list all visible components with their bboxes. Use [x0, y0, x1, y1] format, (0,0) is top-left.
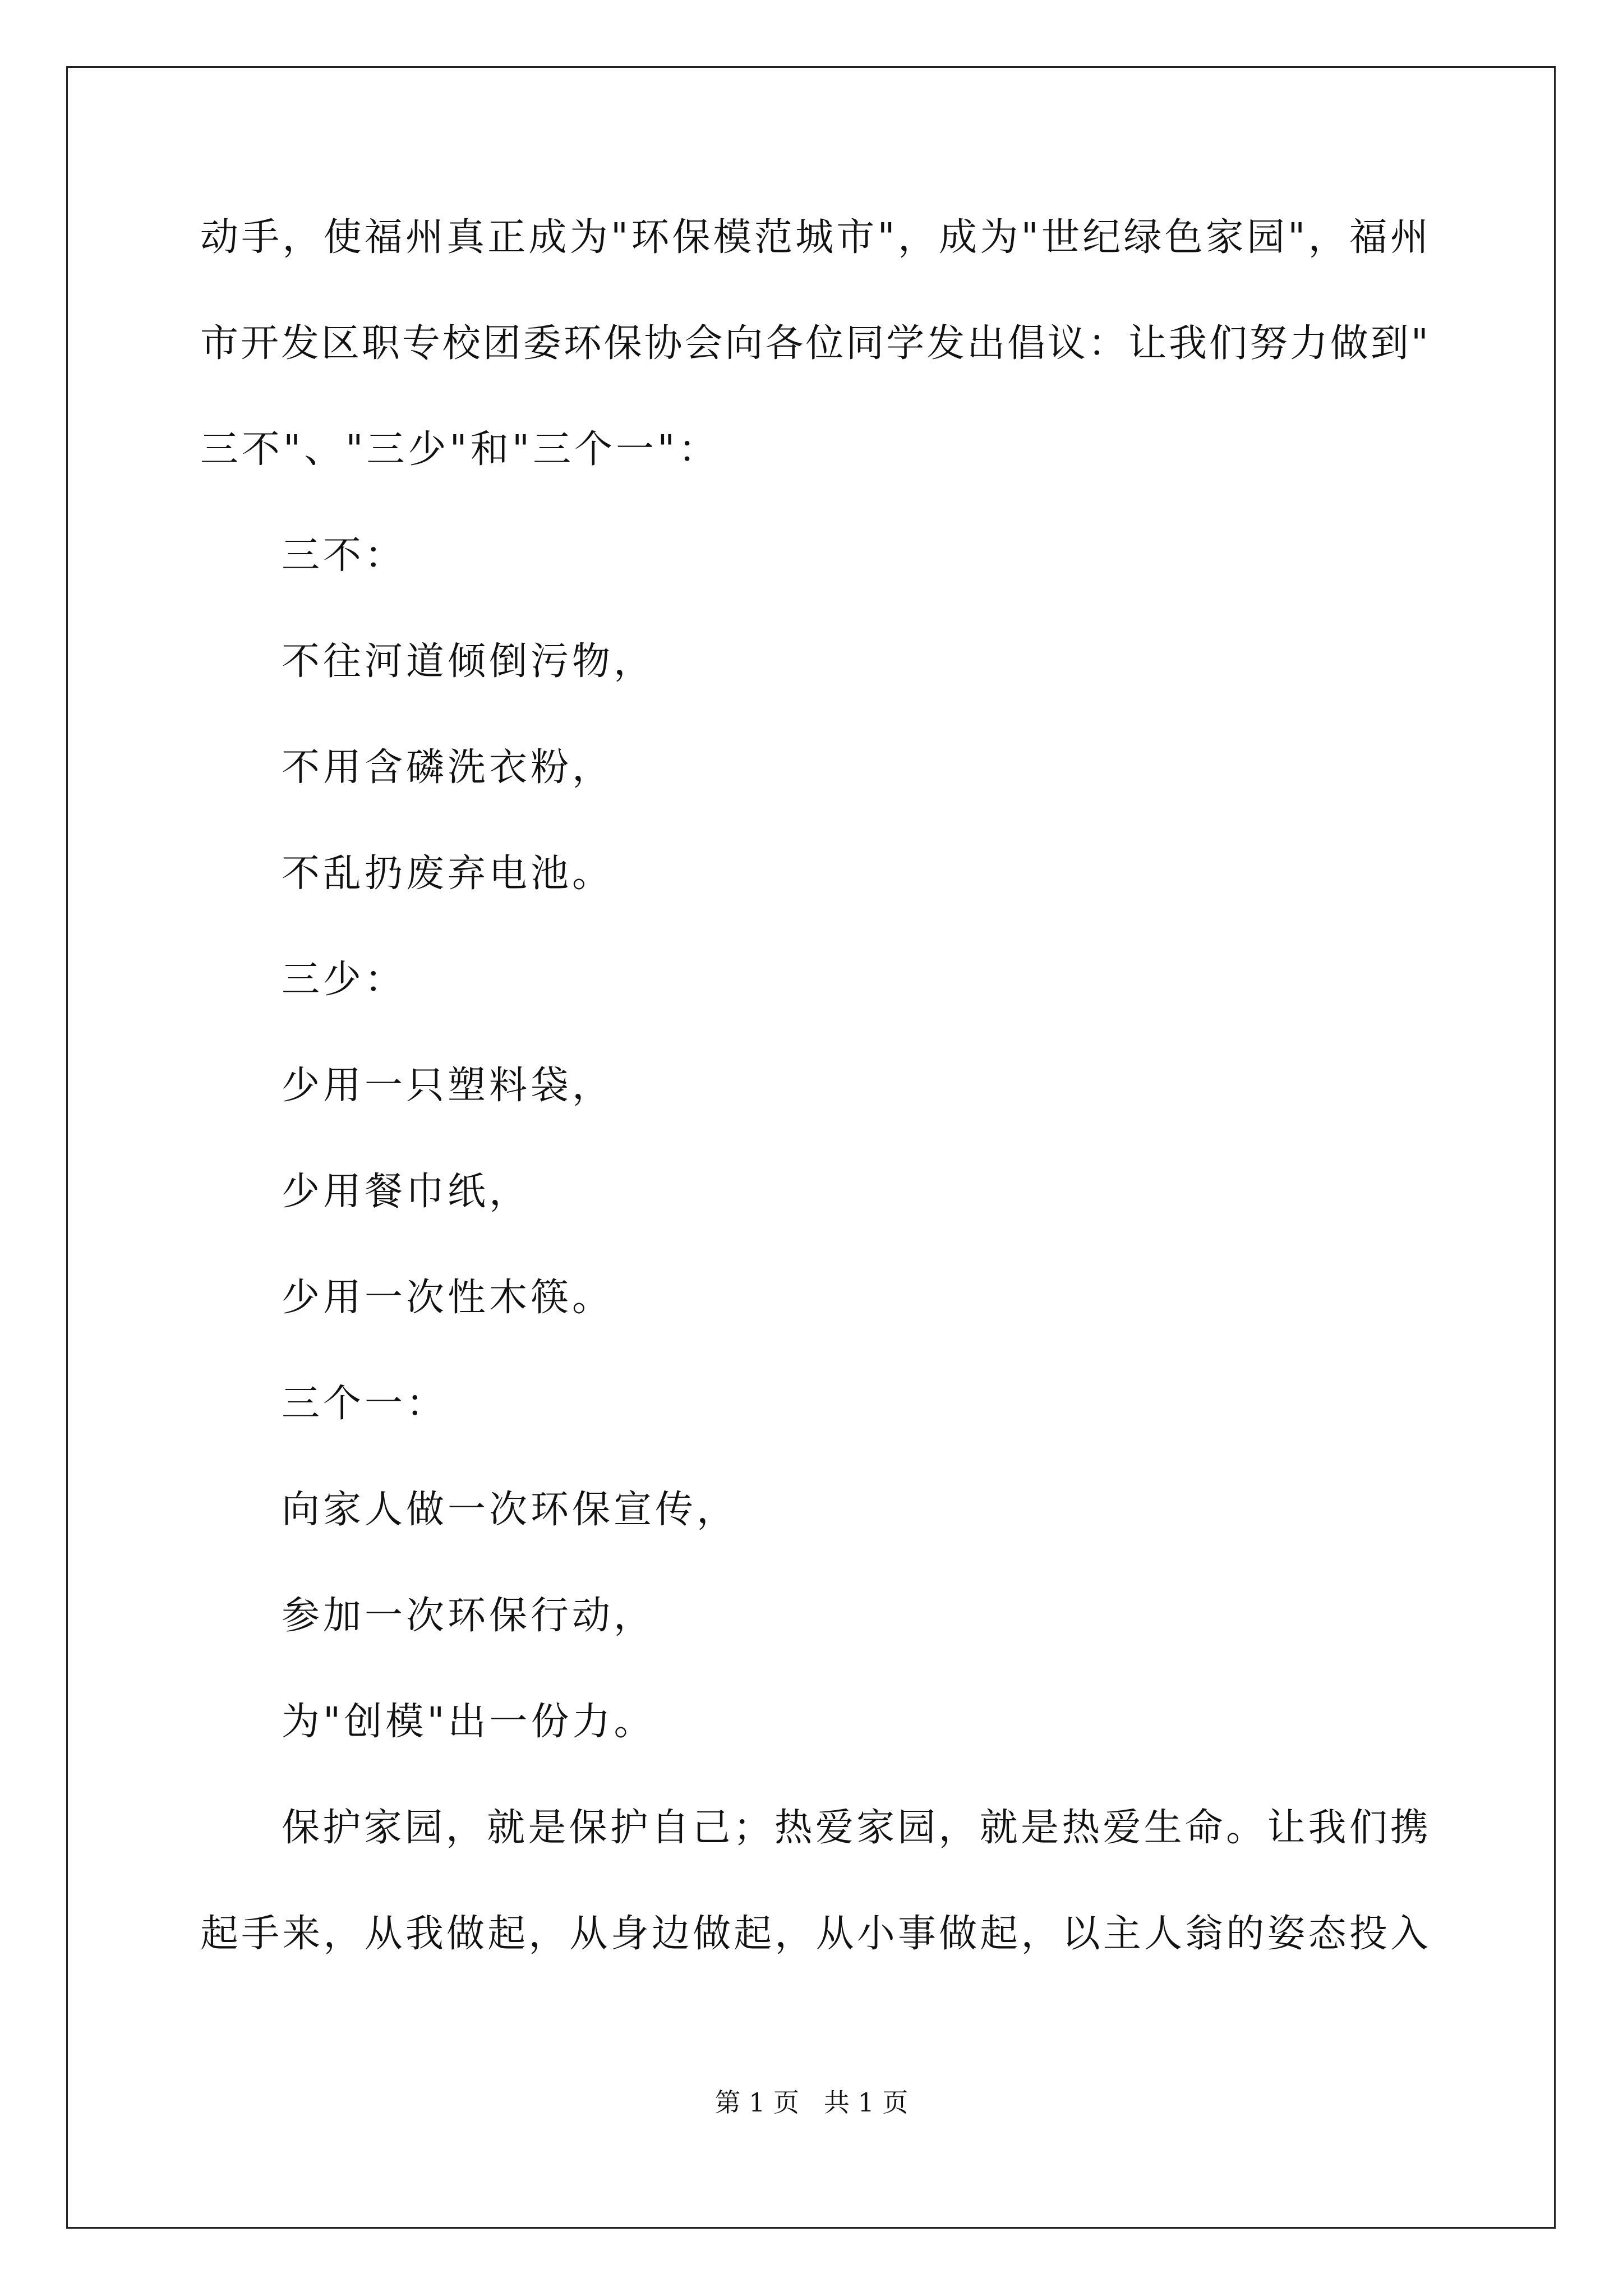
list-item: 向家人做一次环保宣传，	[282, 1488, 739, 1532]
section-heading-three-no: 三不：	[282, 533, 407, 578]
section-heading-three-one: 三个一：	[282, 1382, 448, 1426]
list-item: 少用一次性木筷。	[282, 1276, 614, 1320]
paragraph-line: 保护家园，就是保护自己；热爱家园，就是热爱生命。让我们携	[282, 1806, 1428, 1850]
list-item: 不往河道倾倒污物，	[282, 639, 656, 684]
document-body	[200, 215, 1428, 2021]
paragraph-line: 三不"、"三少"和"三个一"：	[200, 427, 720, 472]
paragraph-line: 起手来，从我做起，从身边做起，从小事做起，以主人翁的姿态投入	[200, 1912, 1428, 1956]
page-number-footer: 第 1 页 共 1 页	[714, 2087, 909, 2118]
list-item: 参加一次环保行动，	[282, 1594, 656, 1638]
list-item: 少用一只塑料袋，	[282, 1064, 614, 1108]
paragraph-line: 市开发区职专校团委环保协会向各位同学发出倡议：让我们努力做到"	[200, 321, 1428, 366]
list-item: 不乱扔废弃电池。	[282, 852, 614, 896]
paragraph-line: 动手，使福州真正成为"环保模范城市"，成为"世纪绿色家园"，福州	[200, 215, 1428, 260]
list-item: 不用含磷洗衣粉，	[282, 746, 614, 790]
list-item: 少用餐巾纸，	[282, 1170, 531, 1214]
section-heading-three-less: 三少：	[282, 958, 407, 1002]
list-item: 为"创模"出一份力。	[282, 1700, 656, 1744]
